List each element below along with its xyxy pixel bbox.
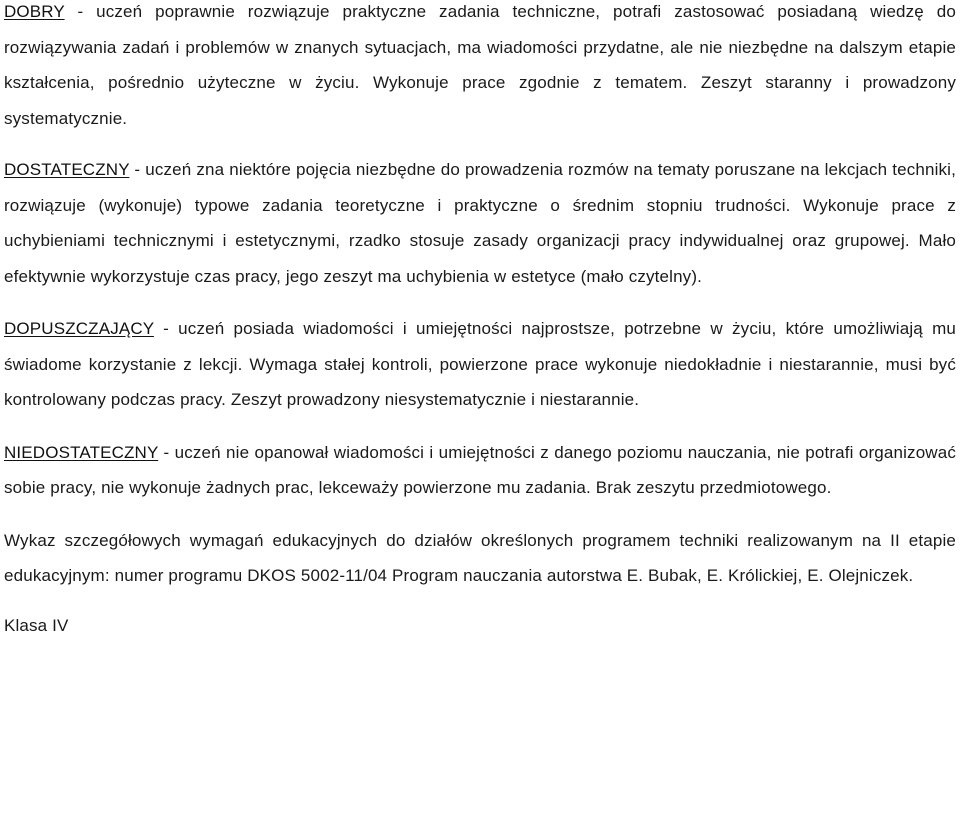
requirements-note: Wykaz szczegółowych wymagań edukacyjnych do działów określonych programem techniki realizowanym na II etapie edukacyjnym: numer programu DKOS 5002-11/04 Program nauczania autorstwa E. Bubak, E. Królickiej, E. Olejniczek. — [4, 530, 956, 585]
grade-term-dopuszczajacy: DOPUSZCZAJĄCY — [4, 319, 154, 338]
class-heading: Klasa IV — [4, 615, 69, 635]
grade-description-niedostateczny: - uczeń nie opanował wiadomości i umiejętności z danego poziomu nauczania, nie potrafi organizować sobie pracy, nie wykonuje żadnych prac, lekceważy powierzone mu zadania. Brak zeszytu przedmiotowego. — [4, 442, 956, 497]
grade-dostateczny-paragraph — [4, 152, 956, 294]
grade-description-dostateczny: - uczeń zna niektóre pojęcia niezbędne do prowadzenia rozmów na tematy poruszane na lekcjach techniki, rozwiązuje (wykonuje) typowe zadania teoretyczne i praktyczne o średnim stopniu trudności. Wykonuje prace z uchybieniami technicznymi i estetycznymi, rzadko stosuje zasady organizacji pracy indywidualnej oraz grupowej. Mało efektywnie wykorzystuje czas pracy, jego zeszyt ma uchybienia w estetyce (mało czytelny). — [4, 160, 956, 286]
grade-term-dobry: DOBRY — [4, 2, 65, 21]
grade-dopuszczajacy-paragraph — [4, 311, 956, 418]
grade-description-dobry: - uczeń poprawnie rozwiązuje praktyczne zadania techniczne, potrafi zastosować posiadaną wiedzę do rozwiązywania zadań i problemów w znanych sytuacjach, ma wiadomości przydatne, ale nie niezbędne na dalszym etapie kształcenia, pośrednio użyteczne w życiu. Wykonuje prace zgodnie z tematem. Zeszyt staranny i prowadzony systematycznie. — [4, 2, 956, 128]
grade-description-dopuszczajacy: - uczeń posiada wiadomości i umiejętności najprostsze, potrzebne w życiu, które umożliwiają mu świadome korzystanie z lekcji. Wymaga stałej kontroli, powierzone prace wykonuje niedokładnie i niestarannie, musi być kontrolowany podczas pracy. Zeszyt prowadzony niesystematycznie i niestarannie. — [4, 319, 956, 409]
grade-term-dostateczny: DOSTATECZNY — [4, 160, 130, 179]
grade-term-niedostateczny: NIEDOSTATECZNY — [4, 442, 159, 462]
grade-dobry-paragraph — [4, 0, 956, 136]
grade-niedostateczny-paragraph — [4, 435, 956, 506]
document-page — [4, 0, 956, 643]
